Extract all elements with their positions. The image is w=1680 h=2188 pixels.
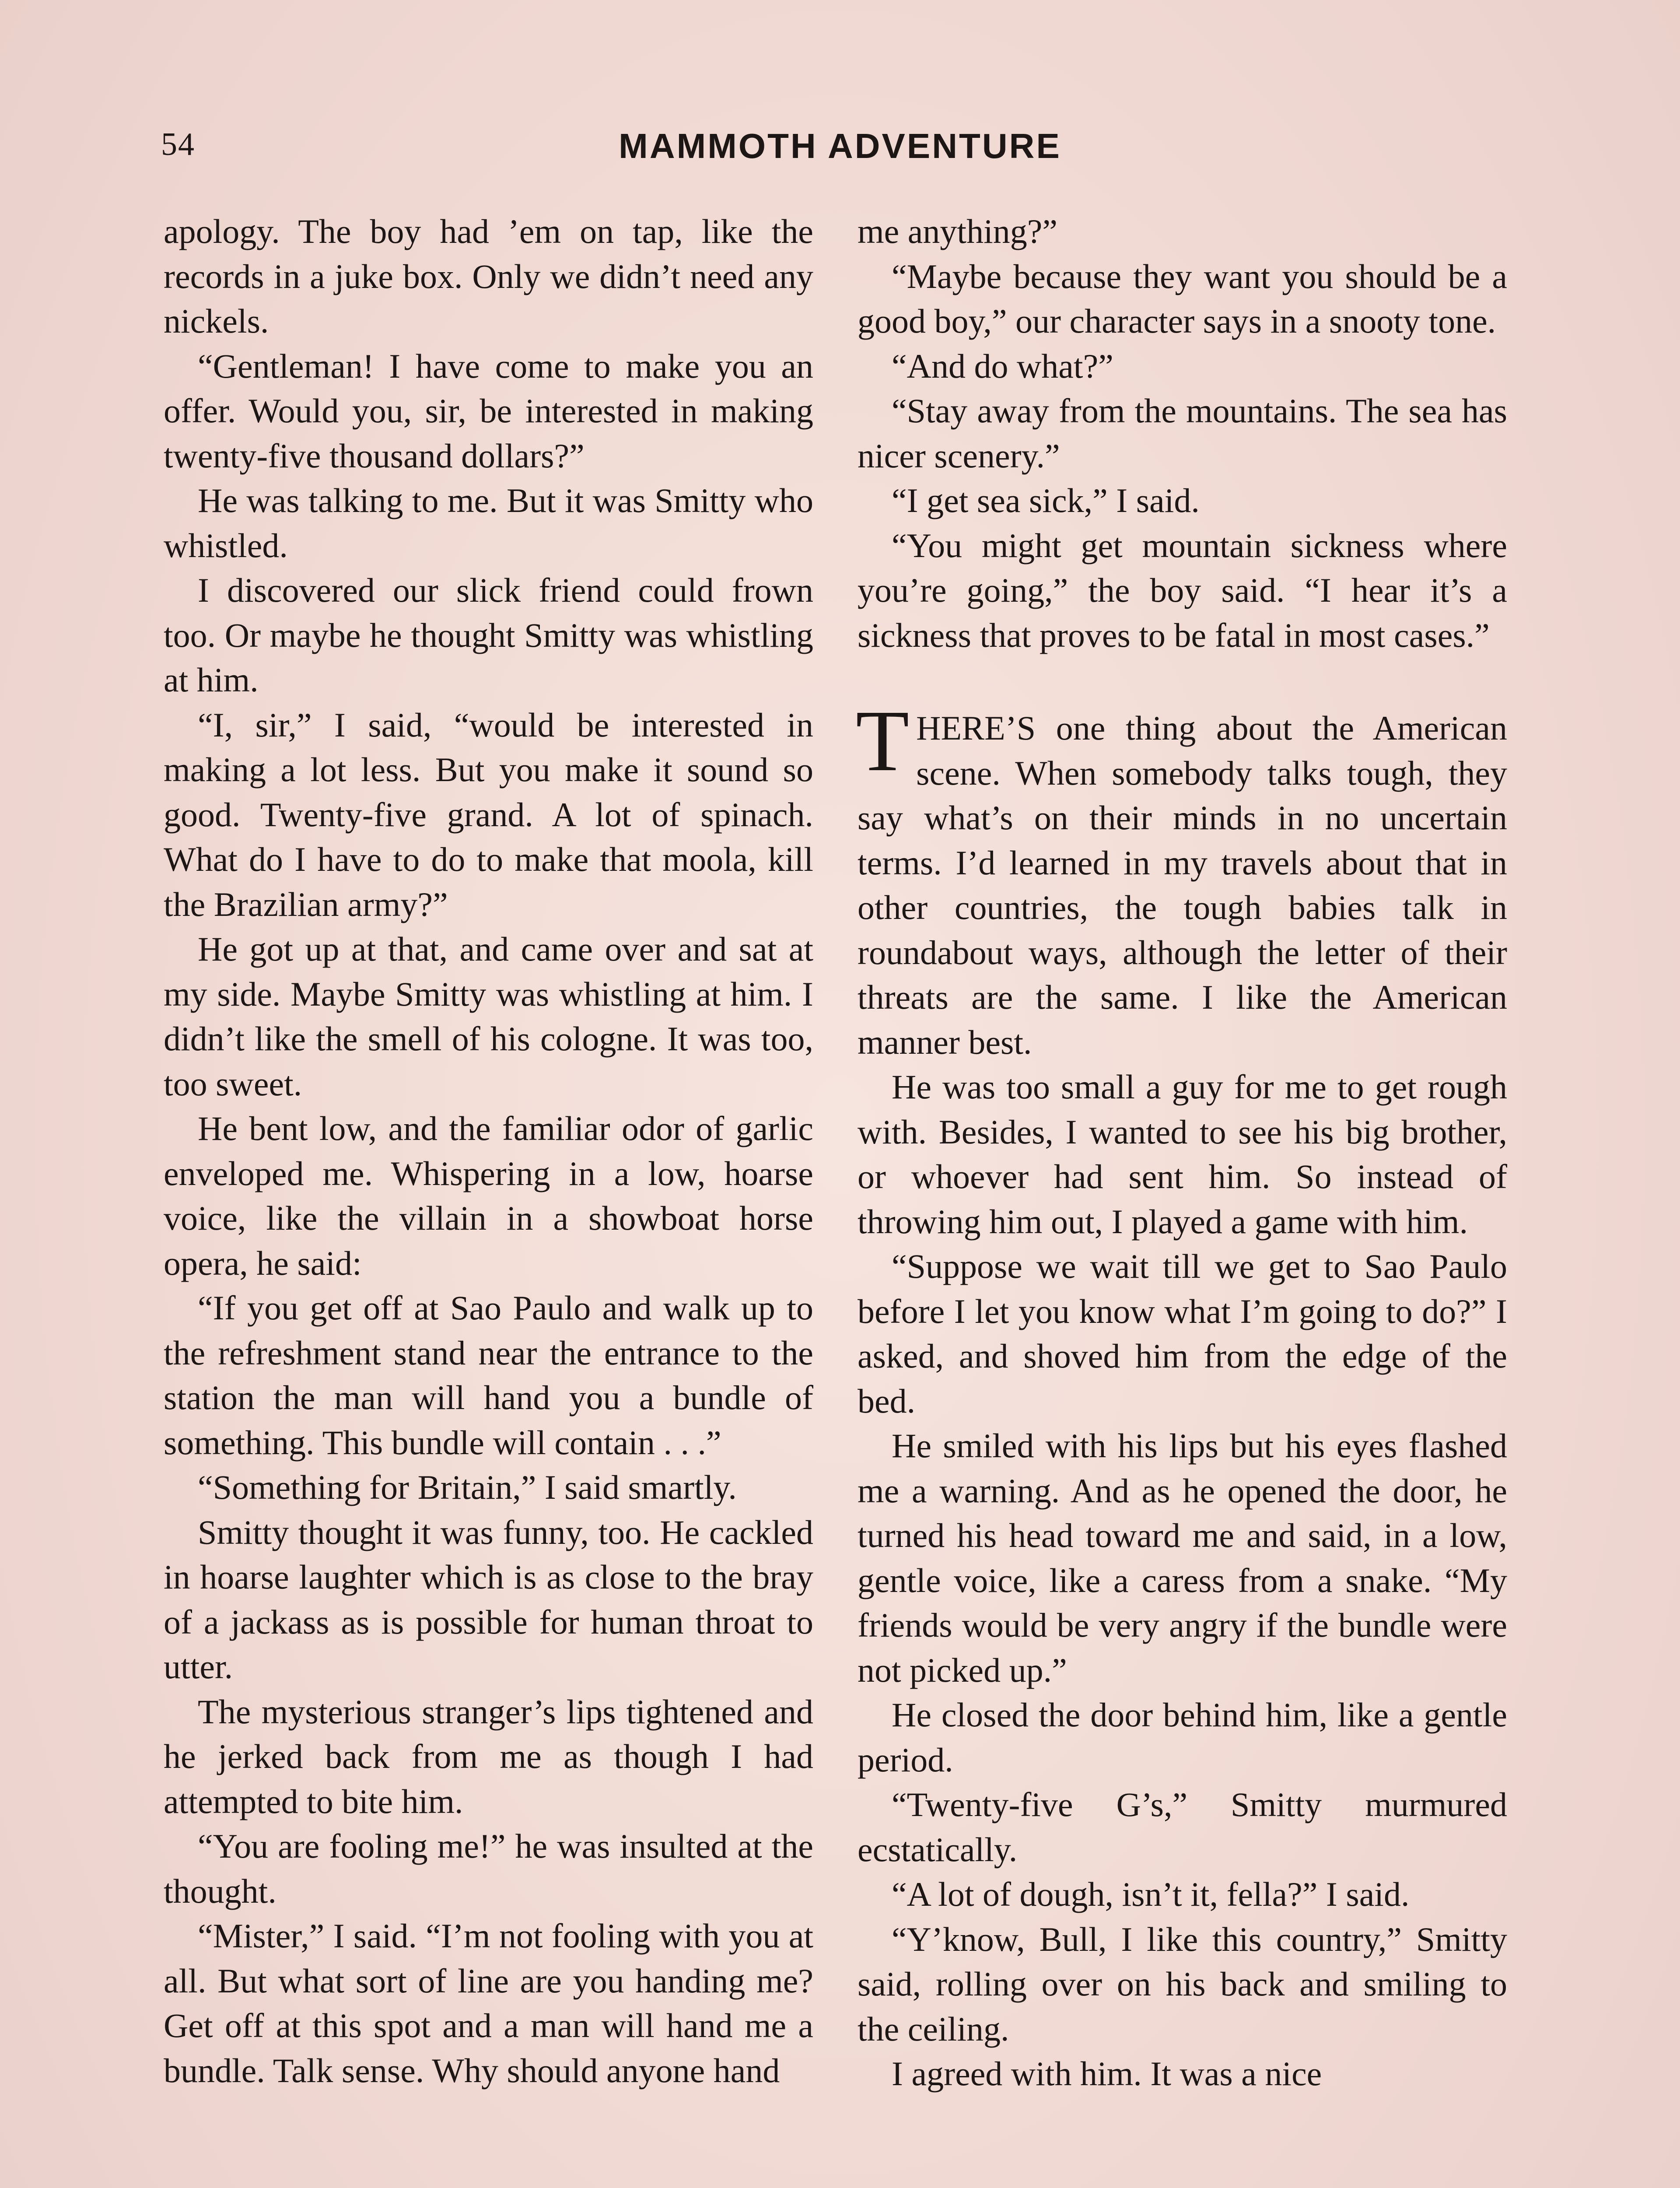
paragraph: “Stay away from the mountains. The sea has nicer scenery.” bbox=[858, 392, 1507, 475]
paragraph: “Mister,” I said. “I’m not fooling with you at all. But what sort of line are you handing me? Get off at this spot and a man will hand me a bundle. Talk sense. Why should anyone hand bbox=[164, 1917, 813, 2090]
right-column bbox=[858, 209, 1507, 2097]
paragraph: I agreed with him. It was a nice bbox=[892, 2055, 1322, 2093]
running-head: MAMMOTH ADVENTURE bbox=[619, 126, 1061, 165]
paragraph: “You might get mountain sickness where you’re going,” the boy said. “I hear it’s a sickness that proves to be fatal in most cases.” bbox=[858, 526, 1507, 654]
paragraph: “Twenty-five G’s,” Smitty murmured ecstatically. bbox=[858, 1785, 1507, 1869]
paragraph: He smiled with his lips but his eyes flashed me a warning. And as he opened the door, he turned his head toward me and said, in a low, gentle voice, like a caress from a snake. “My friends would be very angry if the bundle were not picked up.” bbox=[858, 1427, 1507, 1689]
page-number: 54 bbox=[161, 126, 195, 162]
paragraph: “Suppose we wait till we get to Sao Paulo before I let you know what I’m going to do?” I asked, and shoved him from the edge of the bed. bbox=[858, 1247, 1507, 1420]
paragraph: He got up at that, and came over and sat at my side. Maybe Smitty was whistling at him. I didn’t like the smell of his cologne. It was too, too sweet. bbox=[164, 930, 813, 1103]
left-column bbox=[164, 209, 813, 2093]
paragraph: “Gentleman! I have come to make you an offer. Would you, sir, be interested in making twenty-five thousand dollars?” bbox=[164, 347, 813, 475]
section-opening-text: HERE’S one thing about the American scene. When somebody talks tough, they say what’s on their minds in no uncertain terms. I’d learned in my travels about that in other countries, the tough babies talk in roundabout ways, although the letter of their threats are the same. I like the American manner best. bbox=[858, 709, 1507, 1061]
paragraph: “A lot of dough, isn’t it, fella?” I said. bbox=[892, 1875, 1410, 1913]
section-opening-paragraph bbox=[856, 693, 1507, 1065]
paragraph: He closed the door behind him, like a gentle period. bbox=[858, 1696, 1507, 1779]
paragraph: apology. The boy had ’em on tap, like the records in a juke box. Only we didn’t need any nickels. bbox=[164, 212, 813, 340]
paragraph: “Something for Britain,” I said smartly. bbox=[198, 1468, 737, 1506]
paragraph: “And do what?” bbox=[892, 347, 1113, 385]
paragraph: I discovered our slick friend could frown too. Or maybe he thought Smitty was whistling at him. bbox=[164, 571, 813, 699]
paragraph: “Maybe because they want you should be a good boy,” our character says in a snooty tone. bbox=[858, 257, 1507, 340]
paragraph: “I, sir,” I said, “would be interested in making a lot less. But you make it sound so good. Twenty-five grand. A lot of spinach. What do I have to do to make that moola, kill the Brazilian army?” bbox=[164, 705, 813, 923]
drop-cap: T bbox=[856, 693, 910, 789]
paragraph: “You are fooling me!” he was insulted at the thought. bbox=[164, 1827, 813, 1910]
paragraph: The mysterious stranger’s lips tightened and he jerked back from me as though I had attempted to bite him. bbox=[164, 1692, 813, 1820]
paragraph: “I get sea sick,” I said. bbox=[892, 481, 1200, 519]
paragraph: He bent low, and the familiar odor of garlic enveloped me. Whispering in a low, hoarse voice, like the villain in a showboat horse opera, he said: bbox=[164, 1109, 813, 1282]
paragraph: He was talking to me. But it was Smitty who whistled. bbox=[164, 481, 813, 565]
paragraph: Smitty thought it was funny, too. He cackled in hoarse laughter which is as close to the bray of a jackass as is possible for human throat to utter. bbox=[164, 1513, 813, 1686]
paragraph: “Y’know, Bull, I like this country,” Smitty said, rolling over on his back and smiling to the ceiling. bbox=[858, 1920, 1507, 2048]
paragraph: “If you get off at Sao Paulo and walk up to the refreshment stand near the entrance to the station the man will hand you a bundle of something. This bundle will contain . . .” bbox=[164, 1289, 813, 1462]
paragraph: me anything?” bbox=[858, 212, 1057, 250]
paragraph: He was too small a guy for me to get rough with. Besides, I wanted to see his big brother, or whoever had sent him. So instead of throwing him out, I played a game with him. bbox=[858, 1068, 1507, 1241]
